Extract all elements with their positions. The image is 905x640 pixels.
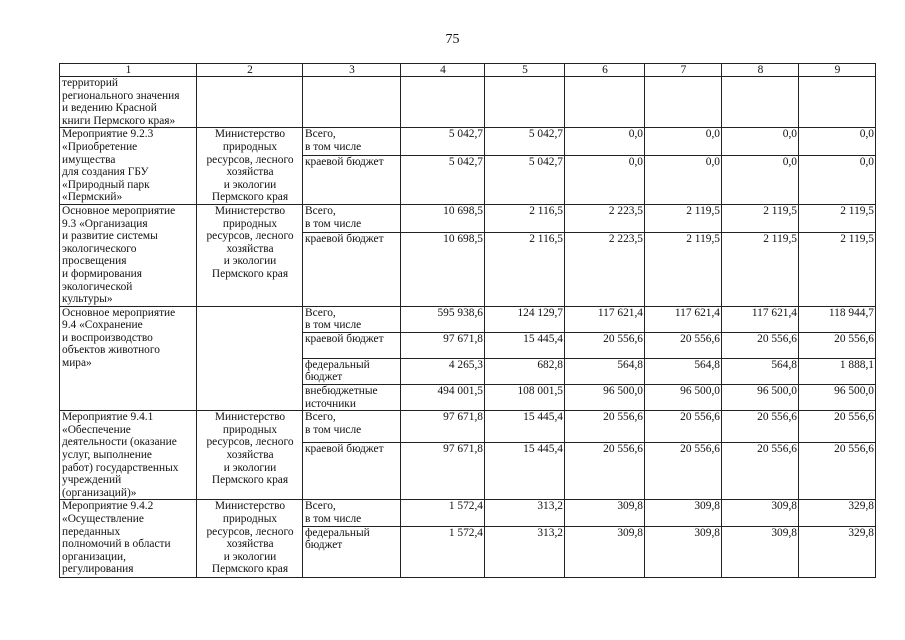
text-line: природных (222, 513, 278, 525)
text-line: объектов животного (62, 344, 160, 357)
amount-cell-col-9: 329,8 (799, 500, 876, 526)
funding-source-cell (303, 128, 401, 156)
text-line: в том числе (305, 513, 362, 525)
amount-cell-col-9: 329,8 (799, 526, 876, 577)
text-line: Министерство (214, 128, 286, 141)
amount-cell-col-8: 564,8 (722, 358, 799, 384)
column-number-2: 2 (197, 64, 303, 77)
amount-cell-col-5: 108 001,5 (485, 385, 565, 411)
amount-cell-col-9: 96 500,0 (799, 385, 876, 411)
amount-cell-col-7: 20 556,6 (645, 332, 722, 358)
budget-table (59, 63, 876, 578)
text-line: внебюджетные (305, 385, 378, 398)
text-line: хозяйства (226, 242, 274, 255)
table-row (60, 306, 876, 332)
amount-cell-col-7: 564,8 (645, 358, 722, 384)
amount-cell-col-6: 20 556,6 (565, 411, 645, 442)
table-body (60, 64, 876, 578)
amount-cell-col-9 (799, 77, 876, 128)
text-line: работ) государственных (62, 461, 179, 474)
text-line: ресурсов, лесного (206, 153, 294, 166)
amount-cell-col-7: 309,8 (645, 526, 722, 577)
amount-cell-col-8 (722, 77, 799, 128)
funding-source-cell (303, 442, 401, 500)
table-row (60, 77, 876, 128)
text-line: Всего, (305, 306, 336, 319)
header-row (60, 64, 876, 77)
amount-cell-col-4: 1 572,4 (401, 526, 485, 577)
executor-cell (197, 204, 303, 306)
text-line: организации, (62, 550, 126, 563)
funding-source-cell (303, 358, 401, 384)
text-line: Всего, (305, 204, 336, 217)
amount-cell-col-8: 96 500,0 (722, 385, 799, 411)
amount-cell-col-8: 20 556,6 (722, 442, 799, 500)
amount-cell-col-6: 117 621,4 (565, 306, 645, 332)
amount-cell-col-4: 10 698,5 (401, 232, 485, 306)
page-number: 75 (445, 32, 460, 47)
amount-cell-col-8: 0,0 (722, 128, 799, 156)
text-line: (организаций)» (62, 486, 137, 499)
text-line: деятельности (оказание (62, 436, 177, 449)
text-line: книги Пермского края» (62, 114, 176, 127)
text-line: и ведению Красной (62, 102, 157, 115)
amount-cell-col-8: 0,0 (722, 156, 799, 205)
amount-cell-col-6: 2 223,5 (565, 204, 645, 232)
amount-cell-col-6: 564,8 (565, 358, 645, 384)
funding-source-cell (303, 385, 401, 411)
amount-cell-col-9: 20 556,6 (799, 442, 876, 500)
amount-cell-col-4: 5 042,7 (401, 128, 485, 156)
text-line: Основное мероприятие (62, 306, 176, 319)
executor-cell (197, 77, 303, 128)
amount-cell-col-5: 15 445,4 (485, 411, 565, 442)
amount-cell-col-9: 1 888,1 (799, 358, 876, 384)
text-line: источники (305, 397, 356, 410)
amount-cell-col-8: 2 119,5 (722, 204, 799, 232)
text-line: и экологии (223, 178, 277, 191)
text-line: ресурсов, лесного (206, 525, 294, 538)
column-number-1: 1 (60, 64, 197, 77)
amount-cell-col-6: 0,0 (565, 156, 645, 205)
amount-cell-col-9: 20 556,6 (799, 332, 876, 358)
amount-cell-col-6: 20 556,6 (565, 332, 645, 358)
funding-source-cell (303, 232, 401, 306)
text-line: в том числе (305, 319, 362, 332)
column-number-8: 8 (722, 64, 799, 77)
amount-cell-col-6: 96 500,0 (565, 385, 645, 411)
amount-cell-col-6: 309,8 (565, 526, 645, 577)
text-line: Министерство (214, 411, 286, 424)
column-number-4: 4 (401, 64, 485, 77)
text-line: просвещения (62, 255, 127, 268)
activity-name-cell (60, 204, 197, 306)
text-line: и развитие системы (62, 230, 158, 243)
text-line: краевой бюджет (305, 332, 384, 345)
funding-source-cell (303, 526, 401, 577)
funding-source-cell (303, 77, 401, 128)
text-line: и экологии (223, 550, 277, 563)
column-number-9: 9 (799, 64, 876, 77)
amount-cell-col-4: 97 671,8 (401, 442, 485, 500)
amount-cell-col-7: 0,0 (645, 156, 722, 205)
funding-source-cell (303, 306, 401, 332)
text-line: природных (222, 217, 278, 230)
amount-cell-col-7: 96 500,0 (645, 385, 722, 411)
amount-cell-col-5 (485, 77, 565, 128)
amount-cell-col-6 (565, 77, 645, 128)
amount-cell-col-4: 97 671,8 (401, 411, 485, 442)
text-line: Всего, (305, 411, 336, 424)
amount-cell-col-5: 5 042,7 (485, 156, 565, 205)
text-line: и экологии (223, 255, 277, 268)
text-line: хозяйства (226, 449, 274, 462)
amount-cell-col-5: 15 445,4 (485, 332, 565, 358)
text-line: регионального значения (62, 89, 180, 102)
text-line: Министерство (214, 500, 286, 513)
text-line: «Приобретение (62, 140, 138, 153)
text-line: регулирования (62, 563, 134, 576)
amount-cell-col-4: 4 265,3 (401, 358, 485, 384)
text-line: «Обеспечение (62, 423, 131, 436)
amount-cell-col-8: 20 556,6 (722, 332, 799, 358)
amount-cell-col-9: 2 119,5 (799, 204, 876, 232)
amount-cell-col-8: 20 556,6 (722, 411, 799, 442)
amount-cell-col-7: 117 621,4 (645, 306, 722, 332)
amount-cell-col-4: 10 698,5 (401, 204, 485, 232)
activity-name-cell (60, 411, 197, 500)
amount-cell-col-9: 0,0 (799, 156, 876, 205)
table-row (60, 500, 876, 526)
funding-source-cell (303, 156, 401, 205)
text-line: краевой бюджет (305, 156, 384, 169)
text-line: краевой бюджет (305, 442, 384, 455)
amount-cell-col-4: 5 042,7 (401, 156, 485, 205)
text-line: краевой бюджет (305, 232, 384, 245)
text-line: учреждений (62, 474, 122, 487)
text-line: 9.4 «Сохранение (62, 319, 143, 332)
text-line: Мероприятие 9.2.3 (62, 128, 154, 141)
amount-cell-col-7: 309,8 (645, 500, 722, 526)
funding-source-cell (303, 500, 401, 526)
text-line: Мероприятие 9.4.2 (62, 500, 154, 513)
text-line: Министерство (214, 204, 286, 217)
text-line: экологической (62, 280, 133, 293)
text-line: «Природный парк (62, 178, 150, 191)
amount-cell-col-5: 15 445,4 (485, 442, 565, 500)
executor-cell (197, 411, 303, 500)
text-line: 9.3 «Организация (62, 217, 148, 230)
amount-cell-col-5: 313,2 (485, 500, 565, 526)
table-row (60, 204, 876, 232)
amount-cell-col-4: 1 572,4 (401, 500, 485, 526)
text-line: имущества (62, 153, 116, 166)
text-line: и экологии (223, 461, 277, 474)
amount-cell-col-7: 20 556,6 (645, 411, 722, 442)
text-line: бюджет (305, 371, 343, 384)
amount-cell-col-4: 494 001,5 (401, 385, 485, 411)
amount-cell-col-7: 20 556,6 (645, 442, 722, 500)
activity-name-cell (60, 77, 197, 128)
text-line: территорий (62, 77, 118, 89)
column-number-6: 6 (565, 64, 645, 77)
activity-name-cell (60, 500, 197, 577)
amount-cell-col-8: 2 119,5 (722, 232, 799, 306)
amount-cell-col-5: 2 116,5 (485, 232, 565, 306)
amount-cell-col-6: 2 223,5 (565, 232, 645, 306)
activity-name-cell (60, 128, 197, 205)
text-line: ресурсов, лесного (206, 436, 294, 449)
amount-cell-col-5: 313,2 (485, 526, 565, 577)
text-line: хозяйства (226, 538, 274, 551)
amount-cell-col-4: 97 671,8 (401, 332, 485, 358)
funding-source-cell (303, 332, 401, 358)
amount-cell-col-9: 118 944,7 (799, 306, 876, 332)
text-line: природных (222, 140, 278, 153)
activity-name-cell (60, 306, 197, 411)
amount-cell-col-9: 20 556,6 (799, 411, 876, 442)
text-line: Мероприятие 9.4.1 (62, 411, 154, 424)
amount-cell-col-9: 2 119,5 (799, 232, 876, 306)
amount-cell-col-5: 2 116,5 (485, 204, 565, 232)
executor-cell (197, 306, 303, 411)
text-line: Основное мероприятие (62, 204, 176, 217)
text-line: Пермского края (211, 267, 289, 280)
amount-cell-col-4 (401, 77, 485, 128)
text-line: в том числе (305, 217, 362, 230)
amount-cell-col-4: 595 938,6 (401, 306, 485, 332)
amount-cell-col-6: 0,0 (565, 128, 645, 156)
text-line: Пермского края (211, 191, 289, 204)
text-line: для создания ГБУ (62, 166, 149, 179)
text-line: федеральный (305, 526, 370, 539)
amount-cell-col-7: 0,0 (645, 128, 722, 156)
text-line: Пермского края (211, 474, 289, 487)
amount-cell-col-7: 2 119,5 (645, 204, 722, 232)
amount-cell-col-8: 309,8 (722, 526, 799, 577)
funding-source-cell (303, 204, 401, 232)
column-number-3: 3 (303, 64, 401, 77)
table-row (60, 411, 876, 442)
text-line: в том числе (305, 140, 362, 153)
text-line: Всего, (305, 500, 336, 513)
executor-cell (197, 128, 303, 205)
text-line: и воспроизводство (62, 331, 153, 344)
amount-cell-col-5: 682,8 (485, 358, 565, 384)
amount-cell-col-5: 124 129,7 (485, 306, 565, 332)
text-line: услуг, выполнение (62, 449, 152, 462)
executor-cell (197, 500, 303, 577)
amount-cell-col-7: 2 119,5 (645, 232, 722, 306)
text-line: и формирования (62, 267, 142, 280)
text-line: Всего, (305, 128, 336, 141)
amount-cell-col-5: 5 042,7 (485, 128, 565, 156)
column-number-7: 7 (645, 64, 722, 77)
table-row (60, 128, 876, 156)
text-line: в том числе (305, 423, 362, 436)
text-line: федеральный (305, 358, 370, 371)
amount-cell-col-6: 309,8 (565, 500, 645, 526)
text-line: мира» (62, 357, 92, 370)
text-line: ресурсов, лесного (206, 230, 294, 243)
funding-source-cell (303, 411, 401, 442)
text-line: культуры» (62, 293, 113, 306)
text-line: полномочий в области (62, 538, 171, 551)
text-line: экологического (62, 242, 137, 255)
amount-cell-col-6: 20 556,6 (565, 442, 645, 500)
text-line: хозяйства (226, 166, 274, 179)
text-line: Пермского края (211, 563, 289, 576)
text-line: «Осуществление (62, 513, 144, 525)
amount-cell-col-8: 309,8 (722, 500, 799, 526)
amount-cell-col-7 (645, 77, 722, 128)
text-line: природных (222, 423, 278, 436)
amount-cell-col-8: 117 621,4 (722, 306, 799, 332)
column-number-5: 5 (485, 64, 565, 77)
text-line: «Пермский» (62, 191, 123, 204)
text-line: бюджет (305, 539, 343, 552)
amount-cell-col-9: 0,0 (799, 128, 876, 156)
text-line: переданных (62, 525, 121, 538)
